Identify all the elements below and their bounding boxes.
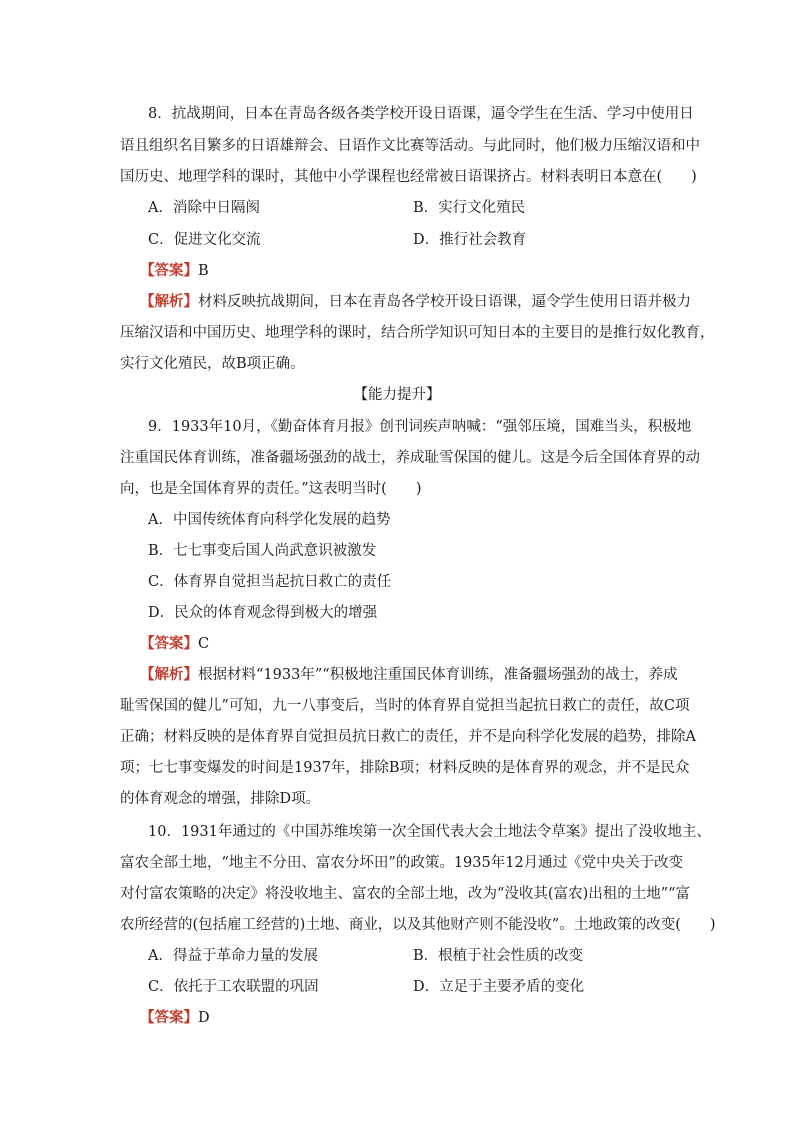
answer-tag: 【答案】 <box>140 1009 198 1026</box>
analysis-text: 材料反映抗战期间，日本在青岛各学校开设日语课，逼令学生使用日语并极力 <box>198 294 691 310</box>
analysis-tag: 【解析】 <box>140 293 198 310</box>
q10-stem-line-1: 10．1931年通过的《中国苏维埃第一次全国代表大会土地法令草案》提出了没收地主、 <box>148 824 711 840</box>
q9-option-b[interactable]: B．七七事变后国人尚武意识被激发 <box>148 543 377 559</box>
q9-option-d[interactable]: D．民众的体育观念得到极大的增强 <box>148 605 378 621</box>
q9-stem-line-2: 注重国民体育训练，准备疆场强劲的战士，养成耻雪保国的健儿。这是今后全国体育界的动 <box>120 450 700 466</box>
q10-stem-line-3: 对付富农策略的决定》将没收地主、富农的全部土地，改为“没收其(富农)出租的土地”“富 <box>120 886 691 902</box>
analysis-tag: 【解析】 <box>140 666 198 683</box>
q8-option-d[interactable]: D．推行社会教育 <box>413 232 527 248</box>
q8-stem-line-1: 8．抗战期间，日本在青岛各级各类学校开设日语课，逼令学生在生活、学习中使用日 <box>148 106 694 122</box>
q9-stem-line-3: 向，也是全国体育界的责任。”这表明当时( ) <box>120 481 422 497</box>
q9-analysis-line-4: 项；七七事变爆发的时间是1937年，排除B项；材料反映的是体育界的观念，并不是民众 <box>120 760 690 776</box>
section-title: 【能力提升】 <box>353 387 441 403</box>
q10-option-a[interactable]: A．得益于革命力量的发展 <box>148 948 318 964</box>
q8-option-a[interactable]: A．消除中日隔阂 <box>148 200 260 216</box>
q9-analysis-line-5: 的体育观念的增强，排除D项。 <box>120 791 321 807</box>
q9-option-c[interactable]: C．体育界自觉担当起抗日救亡的责任 <box>148 574 392 590</box>
answer-value: B <box>198 263 209 279</box>
q9-analysis-line-1 <box>140 665 678 685</box>
answer-value: C <box>198 636 210 652</box>
answer-tag: 【答案】 <box>140 635 198 652</box>
q9-answer <box>140 634 209 654</box>
q8-option-c[interactable]: C．促进文化交流 <box>148 232 261 248</box>
analysis-text: 根据材料“1933年”“积极地注重国民体育训练，准备疆场强劲的战士，养成 <box>198 667 678 683</box>
answer-tag: 【答案】 <box>140 262 198 279</box>
q10-stem-line-4: 农所经营的(包括雇工经营的)土地、商业，以及其他财产则不能没收”。土地政策的改变( ) <box>120 917 716 933</box>
answer-value: D <box>198 1010 210 1026</box>
q8-stem-line-2: 语且组织名目繁多的日语雄辩会、日语作文比赛等活动。与此同时，他们极力压缩汉语和中 <box>120 138 700 154</box>
q10-option-d[interactable]: D．立足于主要矛盾的变化 <box>413 979 585 995</box>
q8-option-b[interactable]: B．实行文化殖民 <box>413 200 526 216</box>
q10-answer <box>140 1008 210 1028</box>
q8-answer <box>140 261 209 281</box>
q9-option-a[interactable]: A．中国传统体育向科学化发展的趋势 <box>148 512 391 528</box>
q10-stem-line-2: 富农全部土地，“地主不分田、富农分坏田”的政策。1935年12月通过《党中央关于改变 <box>120 855 684 871</box>
q8-analysis-line-2: 压缩汉语和中国历史、地理学科的课时，结合所学知识可知日本的主要目的是推行奴化教育， <box>120 325 715 341</box>
q9-analysis-line-2: 耻雪保国的健儿”可知，九一八事变后，当时的体育界自觉担当起抗日救亡的责任，故C项 <box>120 698 690 714</box>
q9-analysis-line-3: 正确；材料反映的是体育界自觉担员抗日救亡的责任，并不是向科学化发展的趋势，排除A <box>120 729 696 745</box>
q8-stem-line-3: 国历史、地理学科的课时，其他中小学课程也经常被日语课挤占。材料表明日本意在( ) <box>120 169 697 185</box>
q9-stem-line-1: 9．1933年10月，《勤奋体育月报》创刊词疾声呐喊：“强邻压境，国难当头，积极地 <box>148 419 692 435</box>
q10-option-c[interactable]: C．依托于工农联盟的巩固 <box>148 979 319 995</box>
q8-analysis-line-3: 实行文化殖民，故B项正确。 <box>120 356 305 372</box>
q8-analysis-line-1 <box>140 292 691 312</box>
q10-option-b[interactable]: B．根植于社会性质的改变 <box>413 948 584 964</box>
